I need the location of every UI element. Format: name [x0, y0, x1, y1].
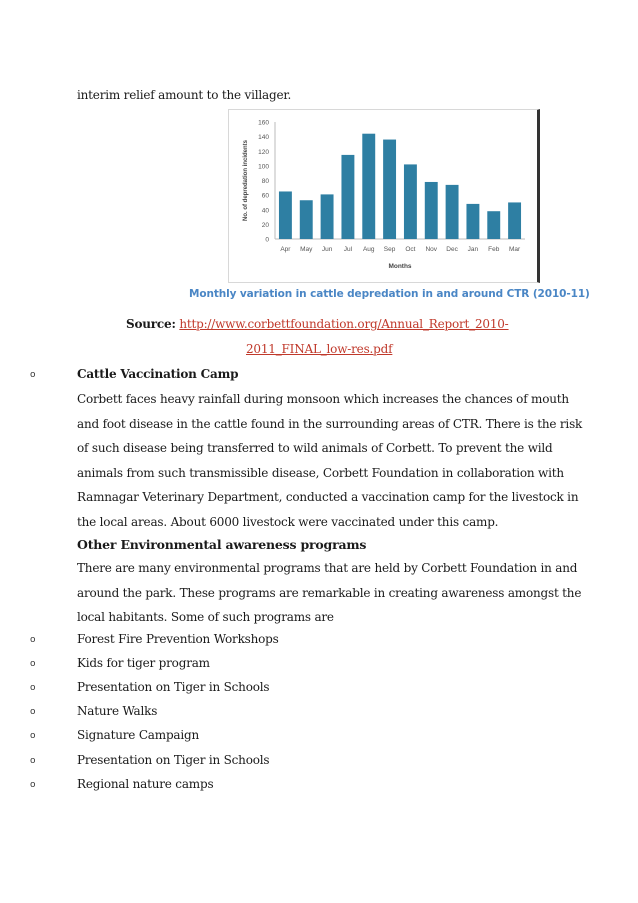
bar-chart-svg — [229, 110, 537, 282]
list-item: Signature Campaign — [77, 728, 200, 743]
y-tick-label: 0 — [265, 236, 269, 244]
bar-oct — [404, 164, 417, 239]
bullet-marker: o — [30, 707, 36, 718]
list-item: Nature Walks — [77, 704, 158, 719]
bar-mar — [508, 202, 521, 239]
bullet-marker: o — [30, 635, 36, 645]
y-axis-title: No. of depredation incidents — [243, 139, 249, 222]
bullet-marker: o — [30, 779, 36, 790]
list-item: Presentation on Tiger in Schools — [77, 680, 270, 695]
paragraph-line: the local areas. About 6000 livestock were vaccinated under this camp. — [77, 515, 499, 529]
bar-nov — [425, 182, 438, 239]
source-link[interactable]: http://www.corbettfoundation.org/Annual_Report_2010- — [179, 317, 509, 331]
paragraph-line: animals from such transmissible disease, Corbett Foundation in collaboration with — [77, 465, 564, 480]
x-tick-label: Sep — [383, 246, 396, 253]
source-line-2 — [246, 342, 392, 356]
x-tick-label: Oct — [405, 246, 416, 253]
bar-jul — [341, 155, 354, 239]
bar-may — [300, 200, 313, 239]
x-tick-label: Mar — [508, 246, 521, 253]
chart-title: Monthly variation in cattle depredation in and around CTR (2010-11) — [189, 288, 590, 300]
y-tick-label: 160 — [258, 119, 269, 127]
bar-jun — [321, 194, 334, 239]
bullet-marker: o — [30, 731, 36, 742]
paragraph-line: There are many environmental programs that are held by Corbett Foundation in and — [77, 561, 578, 575]
bar-feb — [487, 211, 500, 239]
bar-sep — [383, 140, 396, 239]
x-tick-label: Aug — [362, 246, 375, 253]
source-line-1 — [126, 317, 509, 331]
y-tick-label: 40 — [261, 207, 269, 215]
list-item: Kids for tiger program — [77, 656, 210, 671]
vaccination-heading: Cattle Vaccination Camp — [77, 367, 239, 381]
bar-aug — [362, 134, 375, 239]
paragraph-line: around the park. These programs are remarkable in creating awareness amongst the — [77, 585, 582, 600]
y-tick-label: 140 — [258, 134, 269, 142]
y-tick-label: 100 — [258, 163, 269, 171]
x-tick-label: Jan — [467, 246, 479, 253]
paragraph-line: Corbett faces heavy rainfall during monsoon which increases the chances of mouth — [77, 392, 569, 406]
x-tick-label: Dec — [446, 246, 458, 253]
depredation-chart — [228, 109, 540, 283]
x-tick-label: Jul — [343, 246, 353, 253]
list-item: Regional nature camps — [77, 776, 214, 791]
bar-dec — [446, 185, 459, 239]
awareness-heading: Other Environmental awareness programs — [77, 537, 367, 552]
bullet-marker: o — [30, 683, 36, 694]
paragraph-line: of such disease being transferred to wild animals of Corbett. To prevent the wild — [77, 441, 553, 456]
y-tick-label: 80 — [261, 178, 269, 185]
x-axis-title: Months — [388, 263, 412, 270]
paragraph-line: Ramnagar Veterinary Department, conducted a vaccination camp for the livestock in — [77, 490, 579, 505]
y-tick-label: 120 — [258, 148, 269, 156]
bar-jan — [466, 204, 479, 239]
bullet-marker: o — [30, 755, 36, 766]
source-label: Source: — [126, 317, 176, 331]
paragraph-line: local habitants. Some of such programs are — [77, 610, 334, 625]
x-tick-label: May — [300, 246, 313, 253]
x-tick-label: Jun — [321, 246, 333, 253]
x-tick-label: Nov — [425, 246, 438, 253]
bullet-marker: o — [30, 370, 36, 380]
list-item: Forest Fire Prevention Workshops — [77, 632, 279, 646]
x-tick-label: Apr — [280, 246, 291, 253]
list-item: Presentation on Tiger in Schools — [77, 752, 270, 767]
bullet-marker: o — [30, 659, 36, 670]
bar-apr — [279, 191, 292, 239]
intro-line: interim relief amount to the villager. — [77, 88, 292, 102]
x-tick-label: Feb — [488, 246, 500, 253]
paragraph-line: and foot disease in the cattle found in the surrounding areas of CTR. There is the risk — [77, 416, 583, 431]
source-link-continued[interactable]: 2011_FINAL_low-res.pdf — [246, 342, 393, 356]
y-tick-label: 60 — [261, 192, 269, 200]
y-tick-label: 20 — [261, 221, 269, 229]
